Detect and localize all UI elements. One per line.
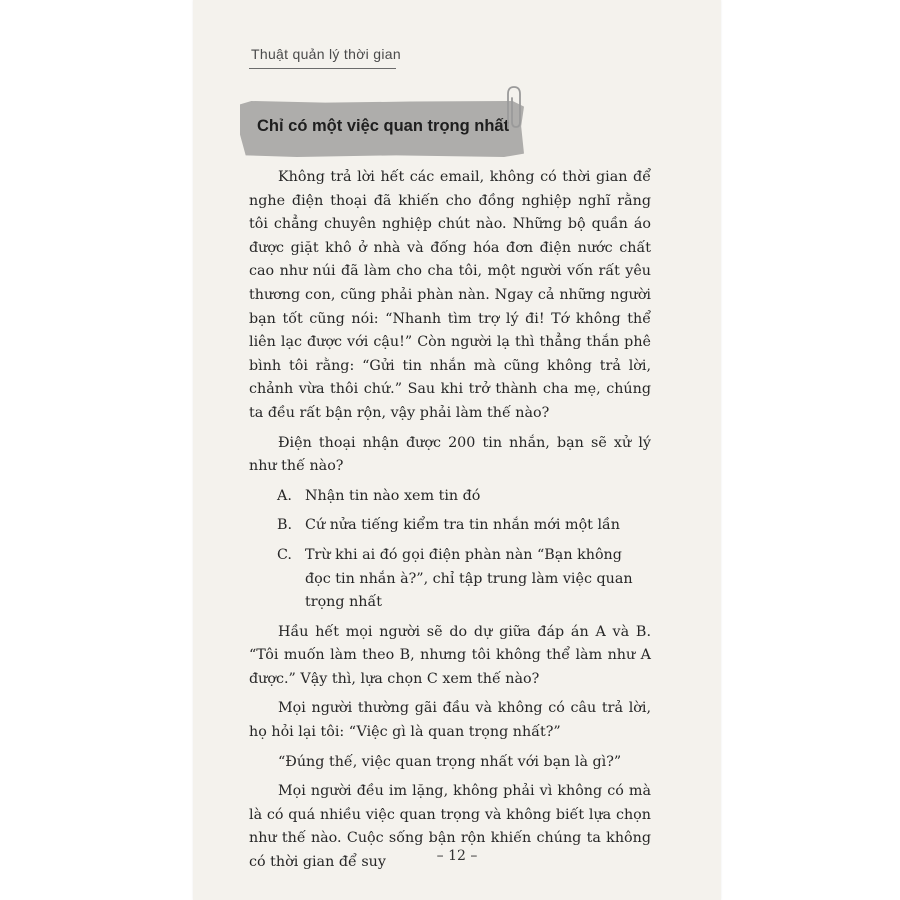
option-c [249, 544, 651, 615]
option-a [249, 485, 651, 509]
option-text: Cứ nửa tiếng kiểm tra tin nhắn mới một lần [305, 517, 621, 534]
option-letter: A. [277, 487, 292, 504]
body-text [249, 166, 651, 881]
paragraph: “Đúng thế, việc quan trọng nhất với bạn là gì?” [278, 753, 622, 770]
option-text: Nhận tin nào xem tin đó [305, 487, 481, 504]
running-head: Thuật quản lý thời gian [251, 46, 401, 62]
paragraph: Không trả lời hết các email, không có thời gian để nghe điện thoại đã khiến cho đồng nghiệp nghĩ rằng tôi chẳng chuyên nghiệp chút nào. Những bộ quần áo được giặt khô ở nhà và đống hóa đơn điện nước chất cao như núi đã làm cho cha tôi, một người vốn rất yêu thương con, cũng phải phàn nàn. Ngay cả những người bạn tốt cũng nói: “Nhanh tìm trợ lý đi! Tớ không thể liên lạc được với cậu!” Còn người lạ thì thẳng thắn phê bình tôi rằng: “Gửi tin nhắn mà cũng không trả lời, chảnh vừa thôi chứ.” Sau khi trở thành cha mẹ, chúng ta đều rất bận rộn, vậy phải làm thế nào? [249, 169, 651, 421]
paragraph: Hầu hết mọi người sẽ do dự giữa đáp án A và B. “Tôi muốn làm theo B, nhưng tôi không thể làm như A được.” Vậy thì, lựa chọn C xem thế nào? [249, 623, 651, 687]
option-letter: B. [277, 517, 293, 534]
book-page [193, 0, 721, 900]
option-b [249, 514, 651, 538]
option-letter: C. [277, 546, 292, 563]
running-head-rule [249, 68, 396, 69]
paragraph: Mọi người đều im lặng, không phải vì không có mà là có quá nhiều việc quan trọng và không biết lựa chọn như thế nào. Cuộc sống bận rộn khiến chúng ta không có thời gian để suy [249, 783, 651, 871]
paragraph: Mọi người thường gãi đầu và không có câu trả lời, họ hỏi lại tôi: “Việc gì là quan trọng nhất?” [249, 700, 651, 741]
paperclip-icon [498, 84, 528, 134]
section-title: Chỉ có một việc quan trọng nhất [257, 117, 510, 135]
option-text: Trừ khi ai đó gọi điện phàn nàn “Bạn không đọc tin nhắn à?”, chỉ tập trung làm việc quan trọng nhất [305, 546, 633, 611]
page-number: – 12 – [436, 848, 478, 864]
paragraph: Điện thoại nhận được 200 tin nhắn, bạn sẽ xử lý như thế nào? [249, 434, 651, 475]
